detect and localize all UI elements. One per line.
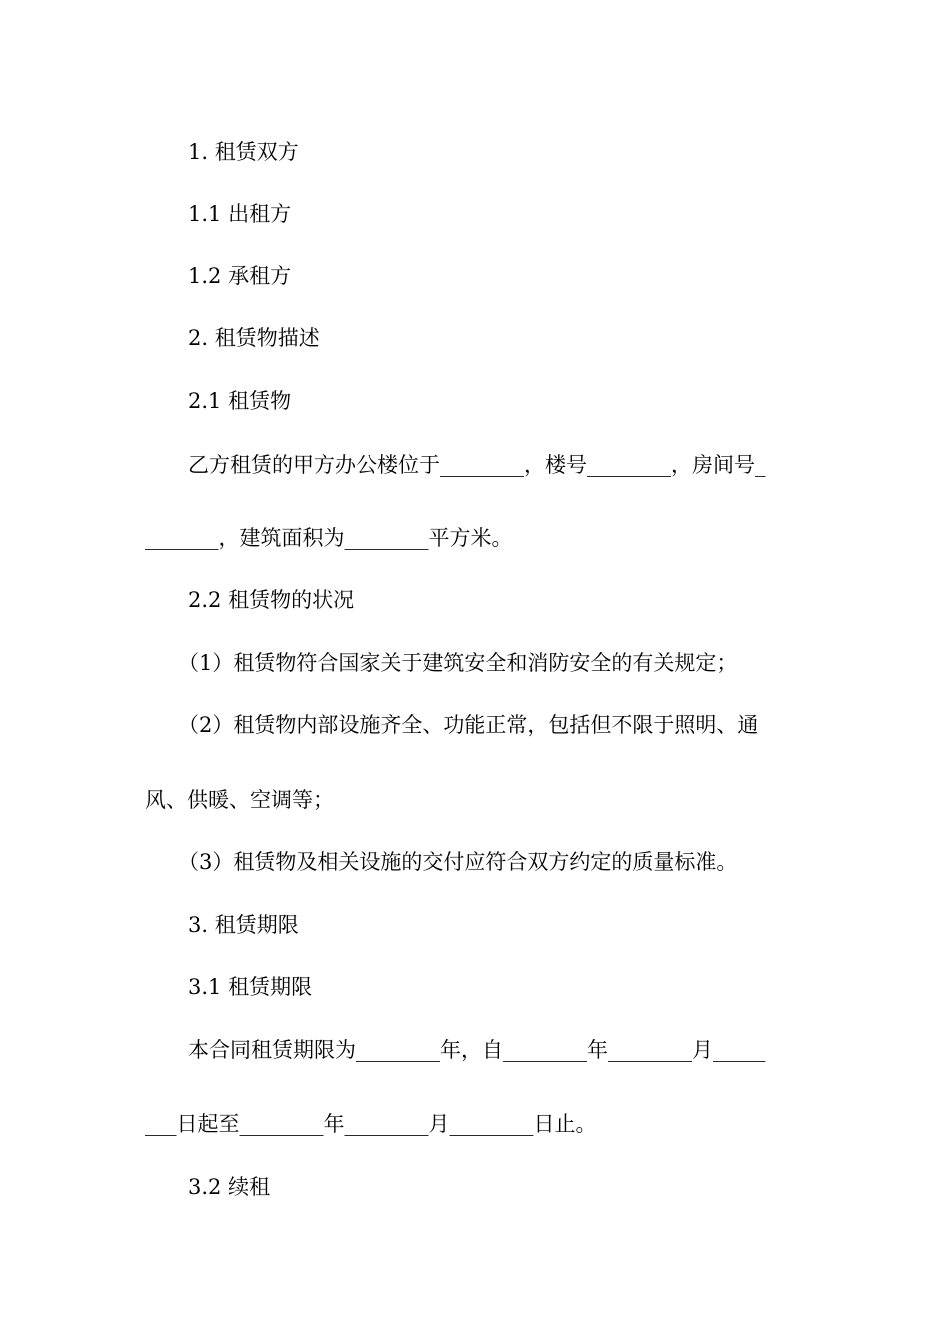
subheading-lessee: 1.2 承租方 [188,264,292,288]
subheading-lease-term: 3.1 租赁期限 [188,975,313,999]
condition-item-2-line-1: （2）租赁物内部设施齐全、功能正常，包括但不限于照明、通 [178,713,759,737]
condition-item-2-line-2: 风、供暖、空调等； [145,788,334,812]
subheading-object-condition: 2.2 租赁物的状况 [188,588,355,612]
subheading-lessor: 1.1 出租方 [188,202,292,226]
condition-item-1: （1）租赁物符合国家关于建筑安全和消防安全的有关规定； [178,651,738,675]
heading-lease-object: 2. 租赁物描述 [188,326,320,350]
heading-lease-parties: 1. 租赁双方 [188,140,299,164]
condition-item-3: （3）租赁物及相关设施的交付应符合双方约定的质量标准。 [178,850,738,874]
paragraph-term-line-2: ___日起至________年________月________日止。 [145,1112,597,1136]
heading-lease-term: 3. 租赁期限 [188,913,299,937]
paragraph-location-line-2: _______，建筑面积为________平方米。 [145,526,513,550]
paragraph-location-line-1: 乙方租赁的甲方办公楼位于________，楼号________，房间号_ [188,453,766,477]
subheading-renewal: 3.2 续租 [188,1175,271,1199]
subheading-lease-object: 2.1 租赁物 [188,389,292,413]
paragraph-term-line-1: 本合同租赁期限为________年，自________年________月_____ [188,1038,766,1062]
